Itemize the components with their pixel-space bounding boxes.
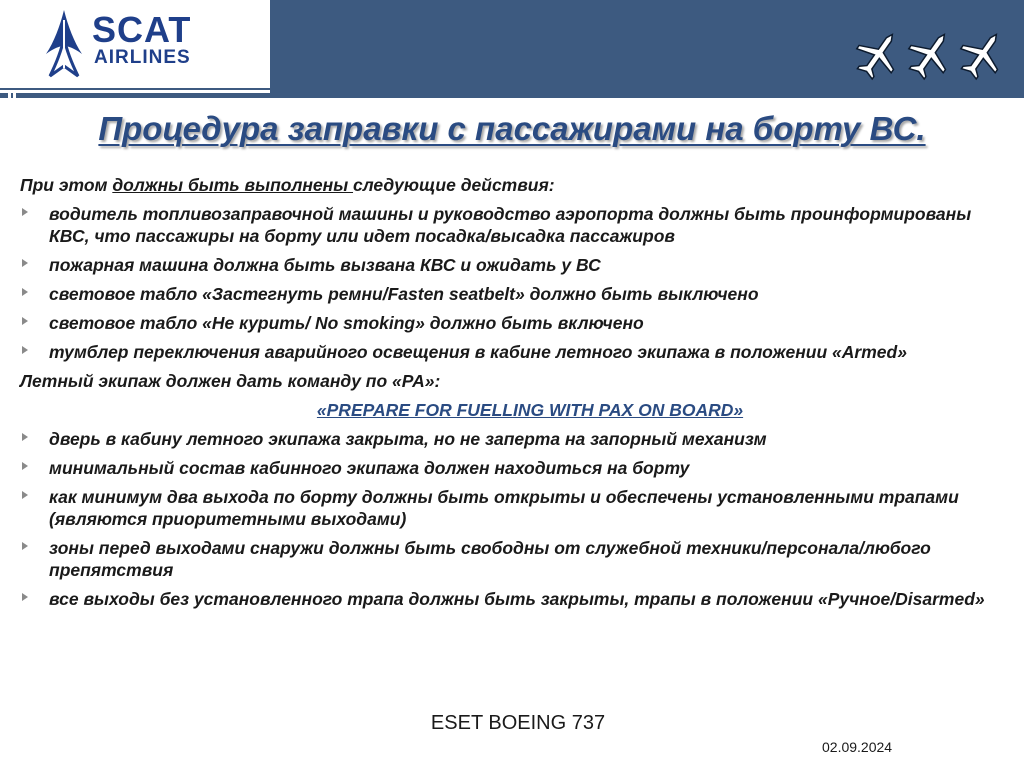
list-item [20, 254, 1010, 276]
logo [0, 0, 270, 88]
list-item-text: световое табло «Не курить/ No smoking» должно быть включено [49, 313, 644, 333]
airplane-icon [907, 28, 953, 82]
bullet-arrow-icon [22, 542, 28, 550]
bullet-arrow-icon [22, 593, 28, 601]
list-item-text: все выходы без установленного трапа должны быть закрыты, трапы в положении «Ручное/Disarmed» [49, 589, 985, 609]
list-item [20, 486, 1010, 530]
airplane-icons [855, 28, 1005, 82]
logo-subtitle: AIRLINES [94, 47, 191, 68]
intro-before: При этом [20, 175, 113, 195]
pa-command: «PREPARE FOR FUELLING WITH PAX ON BOARD» [316, 400, 744, 420]
bullet-arrow-icon [22, 462, 28, 470]
list-item-text: световое табло «Застегнуть ремни/Fasten seatbelt» должно быть выключено [49, 284, 759, 304]
bullet-arrow-icon [22, 208, 28, 216]
intro-after: следующие действия: [353, 175, 555, 195]
list-item [20, 537, 1010, 581]
header-dots [8, 92, 16, 98]
scat-logo-icon [40, 8, 88, 80]
intro-underlined: должны быть выполнены [112, 175, 354, 195]
slide-title: Процедура заправки с пассажирами на борту ВС. [98, 110, 926, 147]
list-item [20, 428, 1010, 450]
intro-line [20, 174, 1010, 196]
bullet-arrow-icon [22, 491, 28, 499]
list-item-text: минимальный состав кабинного экипажа должен находиться на борту [49, 458, 690, 478]
list-item [20, 588, 1010, 610]
footer-label [0, 712, 1024, 735]
list-item-text: тумблер переключения аварийного освещения в кабине летного экипажа в положении «Armed» [49, 342, 907, 362]
footer-date: 02.09.2024 [822, 739, 893, 755]
bullet-arrow-icon [22, 433, 28, 441]
bullet-arrow-icon [22, 288, 28, 296]
list-item-text: зоны перед выходами снаружи должны быть свободны от служебной техники/персонала/любого препятствия [49, 538, 931, 580]
airplane-icon [959, 28, 1005, 82]
slide-body [20, 174, 1010, 617]
logo-wordmark: SCAT [92, 9, 192, 50]
list-item [20, 341, 1010, 363]
list-item-text: как минимум два выхода по борту должны быть открыты и обеспечены установленными трапами (являются приоритетными выходами) [49, 487, 959, 529]
list-item-text: дверь в кабину летного экипажа закрыта, но не заперта на запорный механизм [49, 429, 767, 449]
list-item-text: пожарная машина должна быть вызвана КВС и ожидать у ВС [49, 255, 601, 275]
header-rule [0, 90, 270, 93]
list-item [20, 312, 1010, 334]
list-item [20, 203, 1010, 247]
bullet-arrow-icon [22, 259, 28, 267]
airplane-icon [855, 28, 901, 82]
list-item-text: водитель топливозаправочной машины и руководство аэропорта должны быть проинформированы КВС, что пассажиры на борту или идет посадка/высадка пассажиров [49, 204, 972, 246]
list-item [20, 283, 1010, 305]
bullet-arrow-icon [22, 346, 28, 354]
footer-label-text: ESET BOEING 737 [430, 712, 606, 734]
list-item [20, 457, 1010, 479]
bullet-arrow-icon [22, 317, 28, 325]
crew-command-line: Летный экипаж должен дать команду по «PA»: [20, 371, 441, 391]
